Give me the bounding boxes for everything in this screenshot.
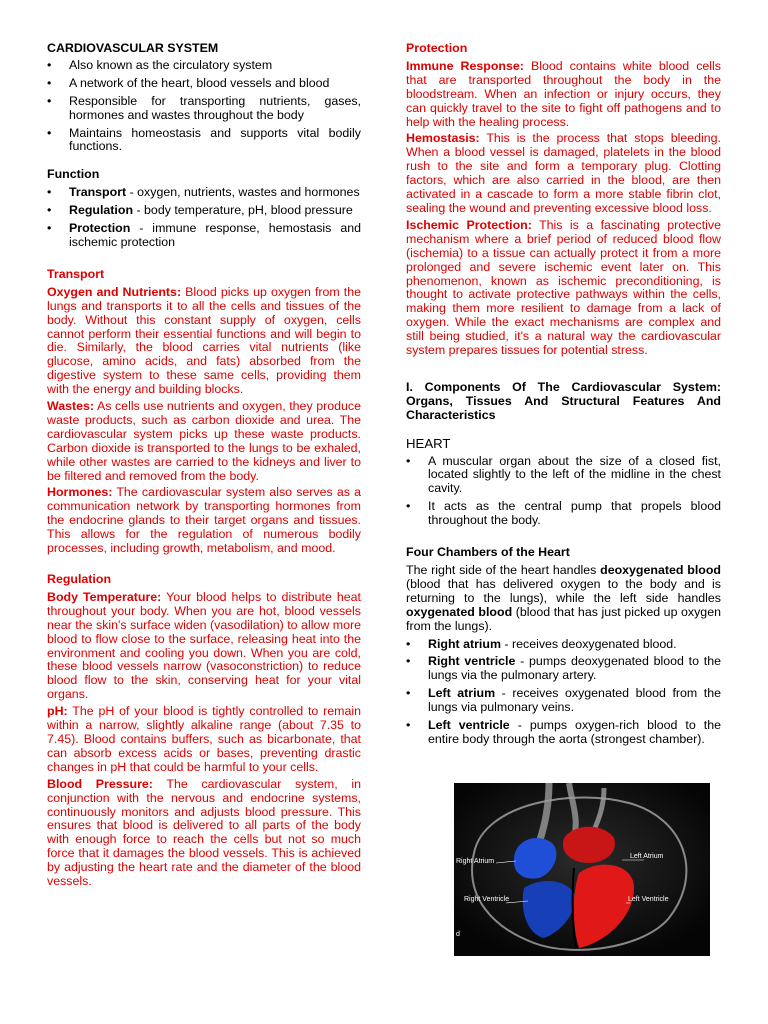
chamber-text: - pumps oxygen-rich blood to the entire body through the aorta (strongest chamber).	[428, 718, 721, 746]
figure-edge-mark: d	[456, 931, 460, 938]
function-bullet-list	[47, 186, 361, 250]
components-heading	[406, 381, 721, 423]
transport-heading: Transport	[47, 266, 105, 281]
transport-text: Blood picks up oxygen from the lungs and transports it to all the cells and tissues of the body. Without this constant supply of oxygen, cells cannot perform their essential functions and will begin to die. Similarly, the blood carries vital nutrients (like glucose, amino acids, and fats) absorbed from the digestive system to these same cells, providing them with the energy and building blocks.	[47, 284, 361, 397]
protection-heading: Protection	[406, 41, 468, 55]
components-heading-text: I. Components Of The Cardiovascular System: Organs, Tissues And Structural Features And Characteristics	[406, 379, 721, 422]
chamber-bullet	[406, 687, 721, 715]
heart-diagram-svg	[454, 783, 710, 956]
regulation-text: The cardiovascular system, in conjunction with the nervous and endocrine systems, continuously monitors and adjusts blood pressure. This ensures that blood is delivered to all parts of the body with enough force to reach the cells but not so much force that it damages the blood vessels. This is achieved by adjusting the heart rate and the diameter of the blood vessels.	[47, 776, 361, 889]
protection-term: Hemostasis:	[406, 131, 480, 146]
transport-paragraph	[47, 286, 361, 397]
document-title: CARDIOVASCULAR SYSTEM	[47, 41, 219, 55]
heart-bullet-list	[406, 455, 721, 529]
right-column	[406, 42, 721, 751]
chamber-term: Left atrium	[428, 686, 496, 701]
right-ventricle-label: Right Ventricle	[464, 896, 510, 903]
function-term: Regulation	[69, 203, 134, 218]
left-atrium-label: Left Atrium	[630, 853, 664, 860]
function-bullet	[47, 204, 361, 218]
heart-bullet: • It acts as the central pump that propels blood throughout the body.	[406, 500, 721, 528]
regulation-text: Your blood helps to distribute heat throughout your body. When you are hot, blood vessels near the skin's surface widen (vasodilation) to allow more blood to flow close to the surface, releasing heat into the environment and cooling you down. When you are cold, these blood vessels narrow (vasoconstriction) to reduce blood flow to the skin, conserving heat for your vital organs.	[47, 589, 361, 702]
chambers-intro-term: oxygenated blood	[406, 604, 513, 619]
function-text: - immune response, hemostasis and ischemic protection	[69, 221, 361, 249]
protection-term: Immune Response:	[406, 58, 524, 73]
protection-text: This is the process that stops bleeding. When a blood vessel is damaged, platelets in the blood rush to the site and form a temporary plug. Clotting factors, which are also carried in the blood, are then activated in a cascade to form a more stable fibrin clot, sealing the wound and preventing excessive blood loss.	[406, 131, 721, 215]
protection-text: Blood contains white blood cells that are transported throughout the body in the bloodstream. When an infection or injury occurs, they can quickly travel to the site to fight off pathogens and to help with the healing process.	[406, 58, 721, 129]
chamber-bullet	[406, 655, 721, 683]
chambers-intro-text: (blood that has delivered oxygen to the body and is returning to the lungs), while the left side handles	[406, 576, 721, 605]
regulation-heading: Regulation	[47, 572, 112, 586]
left-column	[47, 42, 361, 892]
regulation-text: The pH of your blood is tightly controlled to remain within a narrow, slightly alkaline range (about 7.35 to 7.45). Blood contains buffers, such as bicarbonate, that can absorb excess acids or bases, preventing drastic changes in pH that could be harmful to your cells.	[47, 704, 361, 774]
transport-term: Hormones:	[47, 485, 113, 500]
left-atrium-shape	[563, 827, 615, 863]
protection-paragraph	[406, 132, 721, 215]
chamber-term: Right atrium	[428, 636, 501, 651]
protection-text: This is a fascinating protective mechanism where a brief period of reduced blood flow (ischemia) to a tissue can actually protect it from a more prolonged and severe ischemic event later on. This phenomenon, known as ischemic preconditioning, is thought to activate protective pathways within the cells, making them more resilient to damage from a lack of oxygen. While the exact mechanisms are complex and still being studied, it's a natural way the cardiovascular system prepares tissues for potential stress.	[406, 217, 722, 358]
regulation-paragraph	[47, 705, 361, 775]
function-term: Protection	[69, 221, 131, 236]
left-ventricle-label: Left Ventricle	[628, 896, 669, 903]
chambers-intro-term: deoxygenated blood	[600, 563, 721, 577]
chamber-text: - pumps deoxygenated blood to the lungs via the pulmonary artery.	[428, 654, 721, 683]
protection-term: Ischemic Protection:	[406, 217, 532, 232]
function-heading: Function	[47, 167, 100, 182]
function-text: - oxygen, nutrients, wastes and hormones	[126, 185, 360, 200]
chambers-intro-text: The right side of the heart handles	[406, 563, 601, 577]
right-atrium-label: Right Atrium	[456, 858, 495, 865]
intro-bullet: • Maintains homeostasis and supports vital bodily functions.	[47, 127, 361, 155]
regulation-paragraph	[47, 778, 361, 889]
chambers-intro-text: (blood that has just picked up oxygen from the lungs).	[406, 604, 721, 633]
regulation-paragraph	[47, 591, 361, 702]
intro-bullet-list	[47, 59, 361, 154]
function-bullet	[47, 186, 361, 200]
protection-paragraph	[406, 60, 721, 130]
chamber-term: Right ventricle	[428, 654, 516, 669]
regulation-term: pH:	[47, 704, 68, 719]
chambers-intro	[406, 564, 721, 634]
transport-paragraph	[47, 400, 361, 483]
transport-text: As cells use nutrients and oxygen, they produce waste products, such as carbon dioxide and urea. The cardiovascular system picks up these waste products. Carbon dioxide is transported to the lungs to be exhaled, while other wastes are carried to the kidneys and liver to be filtered and removed from the body.	[47, 399, 361, 483]
chambers-heading: Four Chambers of the Heart	[406, 545, 570, 560]
regulation-term: Blood Pressure:	[47, 776, 153, 791]
chamber-text: - receives deoxygenated blood.	[500, 636, 677, 651]
transport-term: Oxygen and Nutrients:	[47, 284, 182, 299]
function-term: Transport	[69, 185, 127, 200]
transport-paragraph	[47, 486, 361, 556]
transport-term: Wastes:	[47, 399, 95, 414]
heart-heading: HEART	[406, 435, 451, 451]
chamber-bullet	[406, 638, 721, 652]
transport-text: The cardiovascular system also serves as a communication network by transporting hormones from the endocrine glands to their target organs and tissues. This allows for the regulation of numerous bodily processes, including growth, metabolism, and mood.	[47, 485, 361, 556]
function-text: - body temperature, pH, blood pressure	[133, 203, 353, 218]
heart-diagram-figure	[454, 783, 710, 956]
chamber-term: Left ventricle	[428, 718, 510, 733]
regulation-term: Body Temperature:	[47, 589, 162, 604]
chamber-bullet	[406, 719, 721, 747]
heart-bullet: • A muscular organ about the size of a closed fist, located slightly to the left of the midline in the chest cavity.	[406, 455, 721, 497]
function-bullet	[47, 222, 361, 250]
protection-paragraph	[406, 219, 721, 358]
chambers-bullet-list	[406, 638, 721, 747]
intro-bullet: • A network of the heart, blood vessels and blood	[47, 77, 361, 91]
chamber-text: - receives oxygenated blood from the lungs via pulmonary veins.	[428, 686, 721, 715]
intro-bullet: • Responsible for transporting nutrients, gases, hormones and wastes throughout the body	[47, 95, 361, 123]
intro-bullet: • Also known as the circulatory system	[47, 59, 361, 73]
